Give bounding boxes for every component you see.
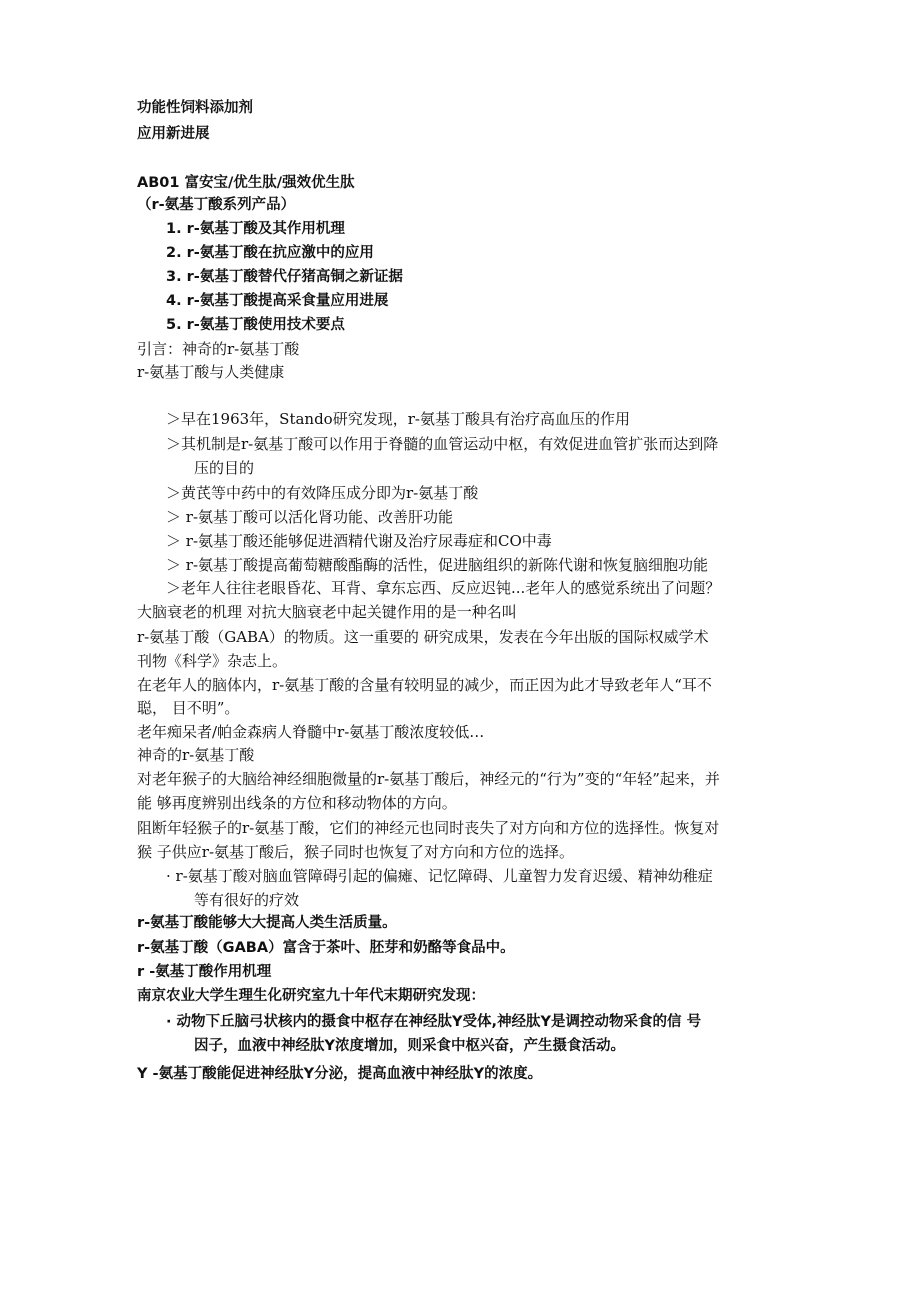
paragraph-line: 神奇的r-氨基丁酸: [137, 746, 255, 764]
toc-item: 5. r-氨基丁酸使用技术要点: [166, 317, 345, 333]
intro-subheading: r-氨基丁酸与人类健康: [137, 363, 285, 381]
paragraph-line: 老年痴呆者/帕金森病人脊髓中r-氨基丁酸浓度较低…: [137, 723, 485, 741]
bullet-line: ＞早在1963年，Stando研究发现，r-氨基丁酸具有治疗高血压的作用: [166, 410, 630, 428]
paragraph-line: 聪， 目不明”。: [137, 699, 240, 717]
paragraph-line: 刊物《科学》杂志上。: [137, 652, 288, 670]
paragraph-line: 对老年猴子的大脑给神经细胞微量的r-氨基丁酸后，神经元的“行为”变的“年轻”起来，并: [137, 770, 720, 788]
product-series: （r-氨基丁酸系列产品）: [137, 197, 296, 213]
doc-title-line1: 功能性饲料添加剂: [137, 100, 253, 116]
bullet-line: ＞黄芪等中药中的有效降压成分即为r-氨基丁酸: [166, 484, 479, 502]
paragraph-line: 阻断年轻猴子的r-氨基丁酸，它们的神经元也同时丧失了对方向和方位的选择性。恢复对: [137, 819, 720, 837]
bullet-line: ＞ r-氨基丁酸还能够促进酒精代谢及治疗尿毒症和CO中毒: [166, 532, 552, 550]
bullet-line-cont: 压的目的: [194, 459, 255, 477]
product-name: AB01 富安宝/优生肽/强效优生肽: [137, 175, 355, 191]
bold-line: r-氨基丁酸（GABA）富含于茶叶、胚芽和奶酪等食品中。: [137, 940, 515, 956]
bullet-line: ＞ r-氨基丁酸可以活化肾功能、改善肝功能: [166, 508, 454, 526]
bullet-line: ＞ r-氨基丁酸提高葡萄糖酸酯酶的活性，促进脑组织的新陈代谢和恢复脑细胞功能: [166, 556, 709, 574]
toc-item: 3. r-氨基丁酸替代仔猪高铜之新证据: [166, 269, 403, 285]
bold-line: 南京农业大学生理生化研究室九十年代末期研究发现：: [137, 988, 485, 1004]
toc-item: 2. r-氨基丁酸在抗应激中的应用: [166, 245, 374, 261]
toc-item: 1. r-氨基丁酸及其作用机理: [166, 221, 345, 237]
paragraph-line: 在老年人的脑体内，r-氨基丁酸的含量有较明显的减少，而正因为此才导致老年人“耳不: [137, 676, 712, 694]
paragraph-line: r-氨基丁酸（GABA）的物质。这一重要的 研究成果，发表在今年出版的国际权威学术: [137, 628, 709, 646]
paragraph-bullet-line-cont: 等有很好的疗效: [194, 891, 300, 909]
paragraph-line: 大脑衰老的机理 对抗大脑衰老中起关键作用的是一种名叫: [137, 603, 517, 621]
bold-line: r-氨基丁酸能够大大提高人类生活质量。: [137, 915, 397, 931]
paragraph-bullet-line: · r-氨基丁酸对脑血管障碍引起的偏瘫、记忆障碍、儿童智力发育迟缓、精神幼稚症: [166, 867, 713, 885]
bold-bullet-line: · 动物下丘脑弓状核内的摄食中枢存在神经肽Y受体,神经肽Y是调控动物采食的信 号: [166, 1014, 702, 1030]
paragraph-line: 能 够再度辨别出线条的方位和移动物体的方向。: [137, 794, 457, 812]
intro-heading: 引言：神奇的r-氨基丁酸: [137, 340, 300, 358]
bold-bullet-line-cont: 因子，血液中神经肽Y浓度增加，则采食中枢兴奋，产生摄食活动。: [194, 1038, 625, 1054]
bold-line: Y -氨基丁酸能促进神经肽Y分泌，提高血液中神经肽Y的浓度。: [137, 1066, 543, 1082]
doc-title-line2: 应用新进展: [137, 126, 210, 142]
toc-item: 4. r-氨基丁酸提高采食量应用进展: [166, 293, 389, 309]
section-heading: r -氨基丁酸作用机理: [137, 964, 272, 980]
bullet-line: ＞其机制是r-氨基丁酸可以作用于脊髓的血管运动中枢，有效促进血管扩张而达到降: [166, 435, 719, 453]
paragraph-line: 猴 子供应r-氨基丁酸后，猴子同时也恢复了对方向和方位的选择。: [137, 843, 575, 861]
bullet-line: ＞老年人往往老眼昏花、耳背、拿东忘西、反应迟钝...老年人的感觉系统出了问题？: [166, 579, 721, 597]
